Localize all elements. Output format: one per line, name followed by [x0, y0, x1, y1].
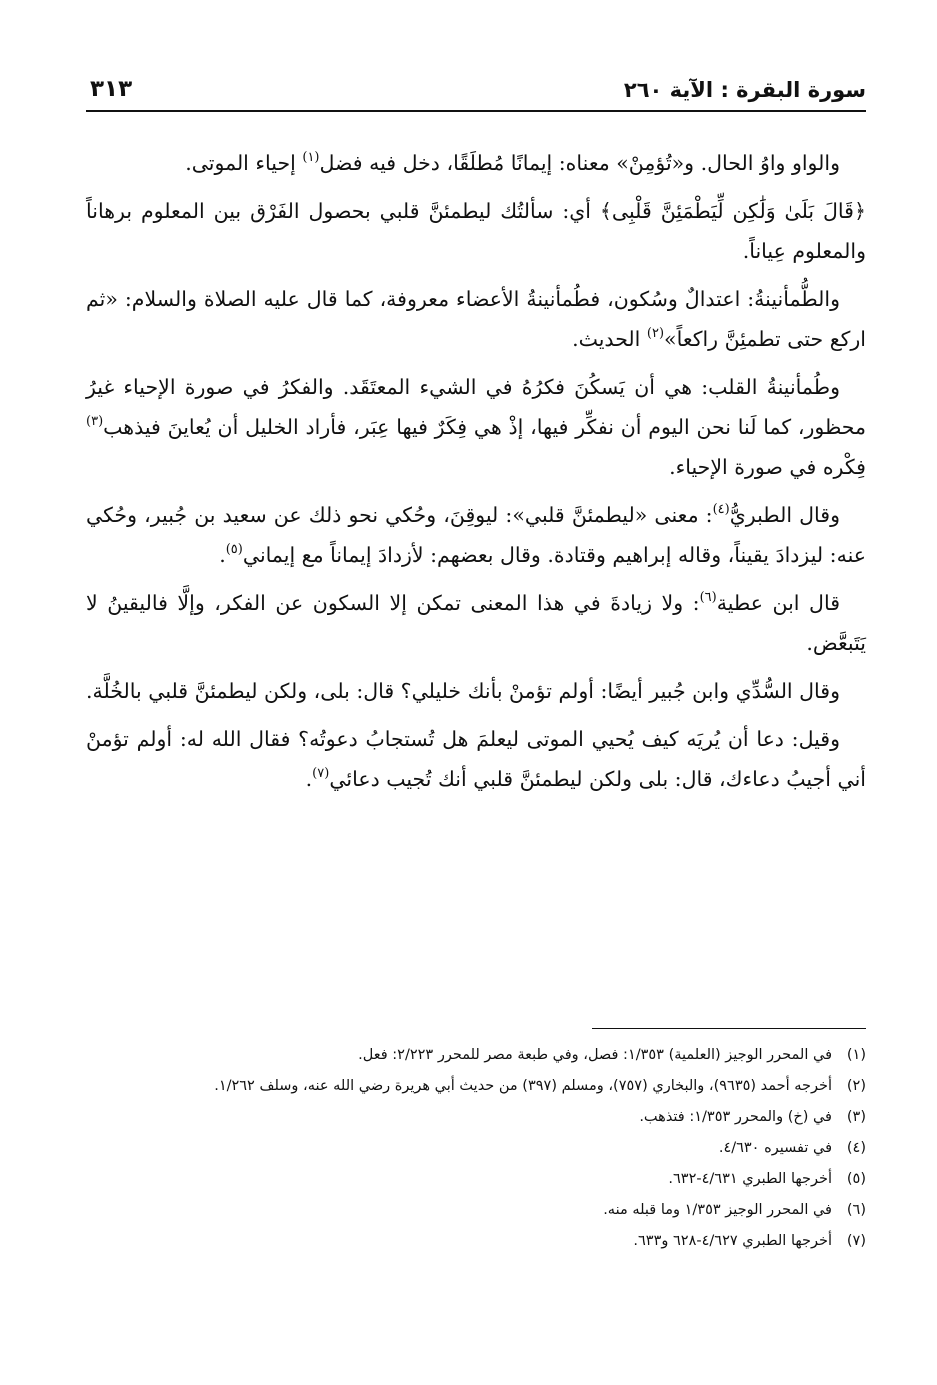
footnote-number: (٢) [846, 1078, 866, 1094]
paragraph-2: ﴿قَالَ بَلَىٰ وَلَٰكِن لِّيَطْمَئِنَّ قَلْبِى﴾ أي: سألتُك ليطمئنَّ قلبي بحصول الفَرْق بين المعلوم برهاناً والمعلوم عِياناً. [86, 199, 866, 263]
footnote-4 [86, 1134, 866, 1162]
footnote-ref-2[interactable]: (٢) [646, 326, 665, 341]
paragraph-1: والواو واوُ الحال. و«تُؤمِنْ» معناه: إيمانًا مُطلَقًا، دخل فيه فضل$^{(١)}$ إحياء الموتى. [185, 150, 840, 175]
footnote-text: أخرجها الطبري ٤/٦٢٧-٦٢٨ و٦٣٣. [633, 1233, 832, 1249]
paragraph-7: وقال السُّدِّي وابن جُبير أيضًا: أولم تؤمنْ بأنك خليلي؟ قال: بلى، ولكن ليطمئنَّ قلبي بالخُلَّة. [86, 679, 840, 703]
footnote-text: أخرجه أحمد (٩٦٣٥)، والبخاري (٧٥٧)، ومسلم (٣٩٧) من حديث أبي هريرة رضي الله عنه، وسلف ١/٢٦٢. [214, 1078, 832, 1094]
main-text [86, 143, 866, 807]
page-number: ٣١٣ [90, 76, 133, 102]
footnote-ref-5[interactable]: (٥) [225, 542, 243, 557]
footnote-ref-7[interactable]: (٧) [312, 766, 330, 781]
paragraph-8: وقيل: دعا أن يُريَه كيف يُحيي الموتى ليعلمَ هل تُستجابُ دعوتُه؟ فقال الله له: أولم تؤمنْ أني أجيبُ دعاءك، قال: بلى ولكن ليطمئنَّ قلبي أنك تُجيب دعائي$^{(٧)}$. [86, 727, 866, 791]
footnote-1 [86, 1041, 866, 1069]
footnote-ref-4[interactable]: (٤) [712, 502, 730, 517]
footnote-number: (١) [846, 1047, 866, 1063]
paragraph-4: وطُمأنينةُ القلب: هي أن يَسكُنَ فكرُهُ في الشيء المعتَقَد. والفكرُ في صورة الإحياء غيرُ محظور، كما لَنا نحن اليوم أن نفكِّر فيها، إذْ هي فِكَرٌ فيها عِبَر، فأراد الخليل أن يُعاينَ فيذهب$^{(٣)}$ فِكْره في صورة الإحياء. [86, 375, 866, 479]
footnote-text: في المحرر الوجيز ١/٣٥٣ وما قبله منه. [603, 1202, 832, 1218]
footnote-7 [86, 1227, 866, 1255]
footnote-number: (٣) [846, 1109, 866, 1125]
footnote-ref-6[interactable]: (٦) [699, 590, 717, 605]
footnote-ref-3[interactable]: (٣) [86, 414, 104, 429]
footnote-text: في تفسيره ٤/٦٣٠. [718, 1140, 832, 1156]
footnote-text: في المحرر الوجيز (العلمية) ١/٣٥٣: فصل، وفي طبعة مصر للمحرر ٢/٢٢٣: فعل. [358, 1047, 832, 1063]
book-page [86, 0, 866, 1385]
paragraph-5: وقال الطبريُّ$^{(٤)}$: معنى «ليطمئنَّ قلبي»: ليوقِنَ، وحُكي نحو ذلك عن سعيد بن جُبير، وحُكي عنه: ليزدادَ يقيناً، وقاله إبراهيم وقتادة. وقال بعضهم: لأزدادَ إيماناً مع إيماني$^{(٥)}$. [86, 502, 866, 567]
footnote-text: أخرجها الطبري ٤/٦٣١-٦٣٢. [668, 1171, 832, 1187]
footnote-number: (٧) [846, 1233, 866, 1249]
footnotes [86, 1041, 866, 1258]
footnote-6 [86, 1196, 866, 1224]
footnote-3 [86, 1103, 866, 1131]
paragraph-6: قال ابن عطية$^{(٦)}$: ولا زيادةَ في هذا المعنى تمكن إلا السكون عن الفكر، وإلَّا فاليقينُ لا يَتَبعَّض. [86, 590, 866, 655]
footnote-number: (٥) [846, 1171, 866, 1187]
surah-verse-title: سورة البقرة : الآية ٢٦٠ [623, 78, 866, 102]
running-header [86, 68, 866, 112]
footnote-2 [86, 1072, 866, 1100]
footnote-number: (٤) [846, 1140, 866, 1156]
footnote-ref-1[interactable]: (١) [302, 150, 320, 165]
paragraph-3: والطُّمأنينةُ: اعتدالٌ وسُكون، فطُمأنينةُ الأعضاء معروفة، كما قال عليه الصلاة والسلام: «ثم اركع حتى تطمئِنَّ راكعاً»$^{(٢)}$ الحديث. [86, 287, 866, 351]
footnote-separator [592, 1028, 866, 1029]
footnote-text: في (خ) والمحرر ١/٣٥٣: فتذهب. [639, 1109, 832, 1125]
footnote-number: (٦) [846, 1202, 866, 1218]
footnote-5 [86, 1165, 866, 1193]
